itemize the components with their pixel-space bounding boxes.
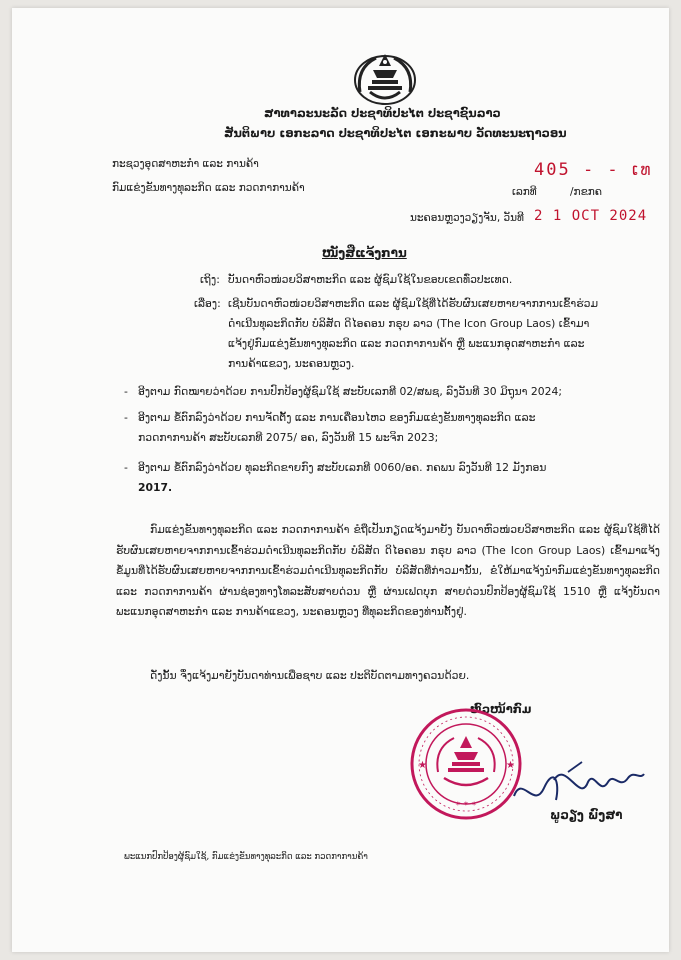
reference-number-label: ເລກທີ [512,186,537,198]
reference-number: 405 - - ເທ [534,160,653,180]
subject-line-3: ແຈ້ງຢູ່ກົມແຂ່ງຂັນທາງທຸລະກິດ ແລະ ກວດກາການຄ້າ ຫຼື ພະແນກອຸດສາຫະກຳ ແລະ [228,337,585,350]
reference-suffix: /ກຂກຄ [570,186,603,198]
date-stamp: 2 1 OCT 2024 [534,208,648,224]
sender-department: ກົມແຂ່ງຂັນທາງທຸລະກິດ ແລະ ກວດກາການຄ້າ [112,182,305,194]
reference-item-2-line-2: ກວດກາການຄ້າ ສະບັບເລກທີ 2075/ ອຄ, ລົງວັນທີ 15 ພະຈິກ 2023; [138,431,439,444]
footer-note: ພະແນກປົກປ້ອງຜູ້ຊົມໃຊ້, ກົມແຂ່ງຂັນທາງທຸລະກິດ ແລະ ກວດກາການຄ້າ [124,852,368,862]
reference-item-1: - ອີງຕາມ ກົດໝາຍວ່າດ້ວຍ ການປົກປ້ອງຜູ້ຊົມໃຊ້ ສະບັບເລກທີ 02/ສພຊ, ລົງວັນທີ 30 ມິຖຸນາ 2024; [138,382,658,402]
place-date-label: ນະຄອນຫຼວງວຽງຈັນ, ວັນທີ [410,212,524,224]
subject-line-1: ເຊີນບັນດາຫົວໜ່ວຍວິສາຫະກິດ ແລະ ຜູ້ຊົມໃຊ້ທີ່ໄດ້ຮັບຜົນເສຍຫາຍຈາກການເຂົ້າຮ່ວມ [228,297,599,310]
reference-item-2-line-1: ອີງຕາມ ຂໍ້ຕົກລົງວ່າດ້ວຍ ການຈັດຕັ້ງ ແລະ ການເຄື່ອນໄຫວ ຂອງກົມແຂ່ງຂັນທາງທຸລະກິດ ແລະ [138,411,536,424]
reference-item-3: - ອີງຕາມ ຂໍ້ຕົກລົງວ່າດ້ວຍ ທຸລະກິດຂາຍກົງ ສະບັບເລກທີ 0060/ອຄ. ກຄພນ ລົງວັນທີ 12 ມັງກອນ 2017. [138,458,658,498]
svg-text:✶ ✶ ✶: ✶ ✶ ✶ [454,800,478,808]
signatory-name: ພູວຽງ ພົງສາ [550,808,623,822]
document-title: ໜັງສືແຈ້ງການ [322,246,407,260]
subject-label: ເລື່ອງ: [194,297,221,310]
document-page [12,8,669,952]
subject-line-2: ດຳເນີນທຸລະກິດກັບ ບໍລິສັດ ດິໄອຄອນ ກຣຸບ ລາວ (The Icon Group Laos) ເຂົ້າມາ [228,317,590,330]
header-line-1: ສາທາລະນະລັດ ປະຊາທິປະໄຕ ປະຊາຊົນລາວ [264,106,501,120]
sender-ministry: ກະຊວງອຸດສາຫະກຳ ແລະ ການຄ້າ [112,158,259,170]
svg-text:★: ★ [418,760,427,771]
reference-item-1-line-1: ອີງຕາມ ກົດໝາຍວ່າດ້ວຍ ການປົກປ້ອງຜູ້ຊົມໃຊ້ ສະບັບເລກທີ 02/ສພຊ, ລົງວັນທີ 30 ມິຖຸນາ 2024; [138,385,563,398]
to-label: ເຖິງ: [200,273,220,286]
signatory-position: ຫົວໜ້າກົມ [470,702,532,716]
to-text: ບັນດາຫົວໜ່ວຍວິສາຫະກິດ ແລະ ຜູ້ຊົມໃຊ້ໃນຂອບເຂດທົ່ວປະເທດ. [228,273,513,286]
header-line-2: ສັນຕິພາບ ເອກະລາດ ປະຊາທິປະໄຕ ເອກະພາບ ວັດທະນະຖາວອນ [224,126,567,140]
reference-item-3-line-1: ອີງຕາມ ຂໍ້ຕົກລົງວ່າດ້ວຍ ທຸລະກິດຂາຍກົງ ສະບັບເລກທີ 0060/ອຄ. ກຄພນ ລົງວັນທີ 12 ມັງກອນ [138,461,547,474]
national-emblem-icon [346,48,424,108]
reference-item-3-line-2: 2017. [138,481,173,494]
subject-line-4: ການຄ້າແຂວງ, ນະຄອນຫຼວງ. [228,357,355,370]
body-paragraph-1: ກົມແຂ່ງຂັນທາງທຸລະກິດ ແລະ ກວດກາການຄ້າ ຂໍຖືເປັນກຽດແຈ້ງມາຍັງ ບັນດາຫົວໜ່ວຍວິສາຫະກິດ ແລະ ຜູ້ຊົມໃຊ້ທີ່ໄດ້ຮັບຜົນເສຍຫາຍຈາກການເຂົ້າຮ່ວມດຳເນີນທຸລະກິດກັບ ບໍລິສັດ ດິໄອຄອນ ກຣຸບ ລາວ (The Icon Group Laos) ເຂົ້າມາແຈ້ງຂໍ້ມູນທີ່ໄດ້ຮັບຜົນເສຍຫາຍຈາກການເຂົ້າຮ່ວມດຳເນີນທຸລະກິດກັບ ບໍລິສັດທີ່ກ່າວມານັ້ນ, ຂໍໃຫ້ມາແຈ້ງນຳກົມແຂ່ງຂັນທາງທຸລະກິດ ແລະ ກວດກາການຄ້າ ຜ່ານຊ່ອງທາງໂທລະສັບສາຍດ່ວນ ຫຼື ຜ່ານເຟດບຸກ ສາຍດ່ວນປົກປ້ອງຜູ້ຊົມໃຊ້ 1510 ຫຼື ແຈ້ງບັນດາພະແນກອຸດສາຫະກຳ ແລະ ການຄ້າແຂວງ, ນະຄອນຫຼວງ ທີ່ທຸລະກິດຂອງທ່ານຕັ້ງຢູ່. [116,523,660,618]
body-paragraph-2: ດັ່ງນັ້ນ ຈຶ່ງແຈ້ງມາຍັງບັນດາທ່ານເພື່ອຊາບ ແລະ ປະຕິບັດຕາມທາງຄວນດ້ວຍ. [150,669,470,682]
svg-text:★: ★ [506,760,515,771]
reference-item-2: - ອີງຕາມ ຂໍ້ຕົກລົງວ່າດ້ວຍ ການຈັດຕັ້ງ ແລະ ການເຄື່ອນໄຫວ ຂອງກົມແຂ່ງຂັນທາງທຸລະກິດ ແລະ ກວດກາການຄ້າ ສະບັບເລກທີ 2075/ ອຄ, ລົງວັນທີ 15 ພະຈິກ 2023; [138,408,658,448]
